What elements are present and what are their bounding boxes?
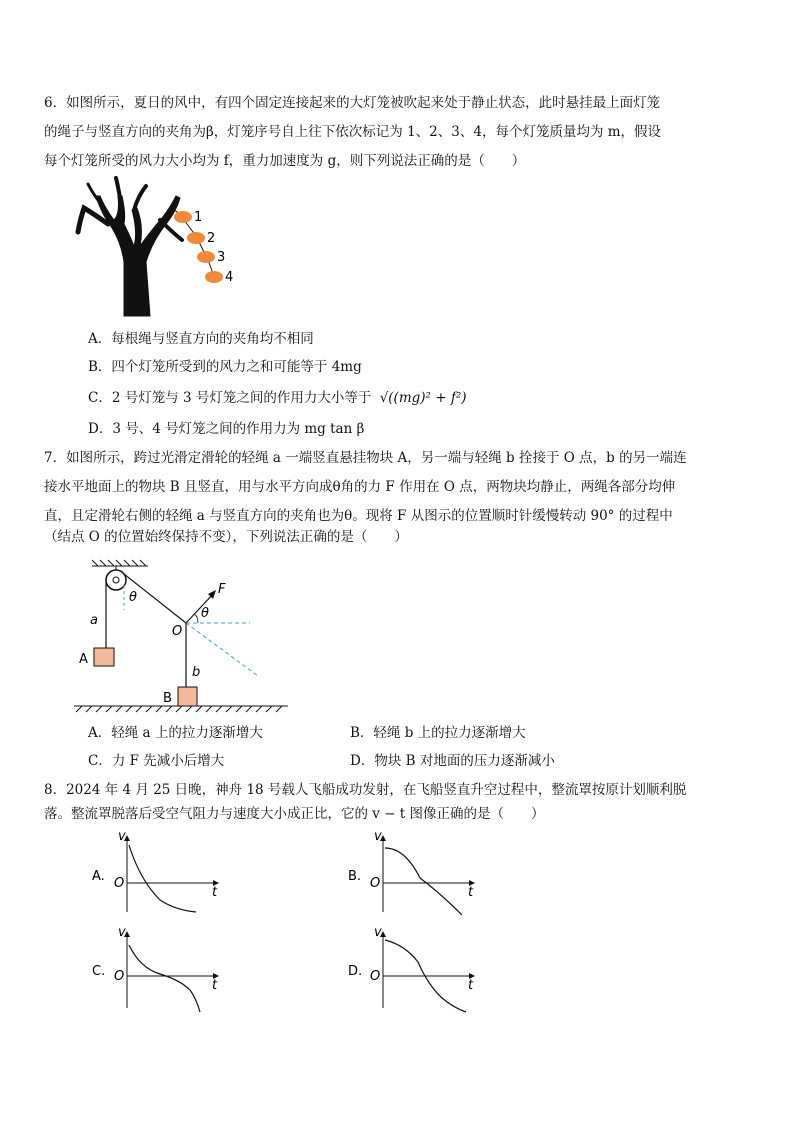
graph-c-t: t bbox=[212, 978, 218, 993]
q6-option-c-formula: √((mg)² + f²) bbox=[379, 390, 467, 406]
q7-option-c: C．力 F 先减小后增大 bbox=[88, 753, 225, 769]
graph-c-o: O bbox=[114, 969, 125, 984]
block-a-label: A bbox=[79, 652, 88, 667]
q7-option-d: D．物块 B 对地面的压力逐渐减小 bbox=[350, 753, 555, 769]
graph-a-o: O bbox=[114, 876, 125, 891]
theta-label-right: θ bbox=[201, 606, 209, 621]
q7-line-3: 直，且定滑轮右侧的轻绳 a 与竖直方向的夹角也为θ。现将 F 从图示的位置顺时针缓慢转动 90° 的过程中 bbox=[44, 508, 673, 524]
graph-c bbox=[92, 925, 218, 1012]
q7-line-2: 接水平地面上的物块 B 且竖直，用与水平方向成θ角的力 F 作用在 O 点，两物块均静止，两绳各部分均伸 bbox=[44, 479, 676, 495]
q7-option-a: A．轻绳 a 上的拉力逐渐增大 bbox=[88, 725, 263, 741]
block-b-label: B bbox=[163, 691, 172, 706]
q6-line-1: 6．如图所示，夏日的风中，有四个固定连接起来的大灯笼被吹起来处于静止状态，此时悬挂最上面灯笼 bbox=[44, 95, 661, 111]
graph-d bbox=[348, 925, 474, 1012]
graph-b-curve bbox=[385, 848, 462, 915]
lantern-label-3: 3 bbox=[217, 250, 226, 265]
knot-o-label: O bbox=[172, 624, 183, 639]
graph-a bbox=[92, 829, 218, 912]
graph-b-o: O bbox=[370, 876, 381, 891]
q6-option-b: B．四个灯笼所受到的风力之和可能等于 4mg bbox=[88, 359, 362, 375]
force-f-label: F bbox=[218, 582, 226, 597]
graph-b-label: B. bbox=[348, 869, 362, 884]
q6-line-3: 每个灯笼所受的风力大小均为 f，重力加速度为 g，则下列说法正确的是（ ） bbox=[44, 153, 526, 169]
q6-option-a: A．每根绳与竖直方向的夹角均不相同 bbox=[88, 331, 314, 347]
lantern-label-4: 4 bbox=[225, 270, 234, 285]
graph-a-label: A. bbox=[92, 869, 105, 884]
graph-c-v: v bbox=[118, 925, 126, 940]
graph-a-t: t bbox=[212, 885, 218, 900]
graph-a-v: v bbox=[118, 829, 126, 844]
q8-line-2: 落。整流罩脱落后受空气阻力与速度大小成正比，它的 v − t 图像正确的是（ ） bbox=[44, 806, 545, 822]
graph-d-v: v bbox=[374, 925, 382, 940]
q6-option-c-text: C．2 号灯笼与 3 号灯笼之间的作用力大小等于 bbox=[88, 390, 372, 406]
q7-line-1: 7．如图所示，跨过光滑定滑轮的轻绳 a 一端竖直悬挂物块 A，另一端与轻绳 b 拴接于 O 点，b 的另一端连 bbox=[44, 450, 687, 466]
rope-a-label: a bbox=[90, 613, 98, 628]
graph-b-t: t bbox=[468, 885, 474, 900]
theta-label-top: θ bbox=[129, 590, 137, 605]
graph-d-label: D. bbox=[348, 964, 363, 979]
q7-option-b: B．轻绳 b 上的拉力逐渐增大 bbox=[350, 725, 526, 741]
graph-c-curve bbox=[129, 945, 200, 1012]
graph-d-t: t bbox=[468, 978, 474, 993]
graph-d-o: O bbox=[370, 969, 381, 984]
graph-a-curve bbox=[129, 845, 196, 912]
q7-line-4: （结点 O 的位置始终保持不变），下列说法正确的是（ ） bbox=[44, 529, 408, 545]
rope-b-label: b bbox=[192, 665, 201, 680]
graph-c-label: C. bbox=[92, 964, 106, 979]
graph-b bbox=[348, 829, 474, 915]
graph-b-v: v bbox=[374, 829, 382, 844]
q8-line-1: 8．2024 年 4 月 25 日晚，神舟 18 号载人飞船成功发射，在飞船竖直升空过程中，整流罩按原计划顺利脱 bbox=[44, 782, 687, 798]
q6-line-2: 的绳子与竖直方向的夹角为β，灯笼序号自上往下依次标记为 1、2、3、4，每个灯笼质量均为 m，假设 bbox=[44, 124, 662, 140]
q6-option-d: D．3 号、4 号灯笼之间的作用力为 mg tan β bbox=[88, 421, 365, 437]
lantern-label-2: 2 bbox=[207, 231, 216, 246]
lantern-label-1: 1 bbox=[194, 210, 203, 225]
